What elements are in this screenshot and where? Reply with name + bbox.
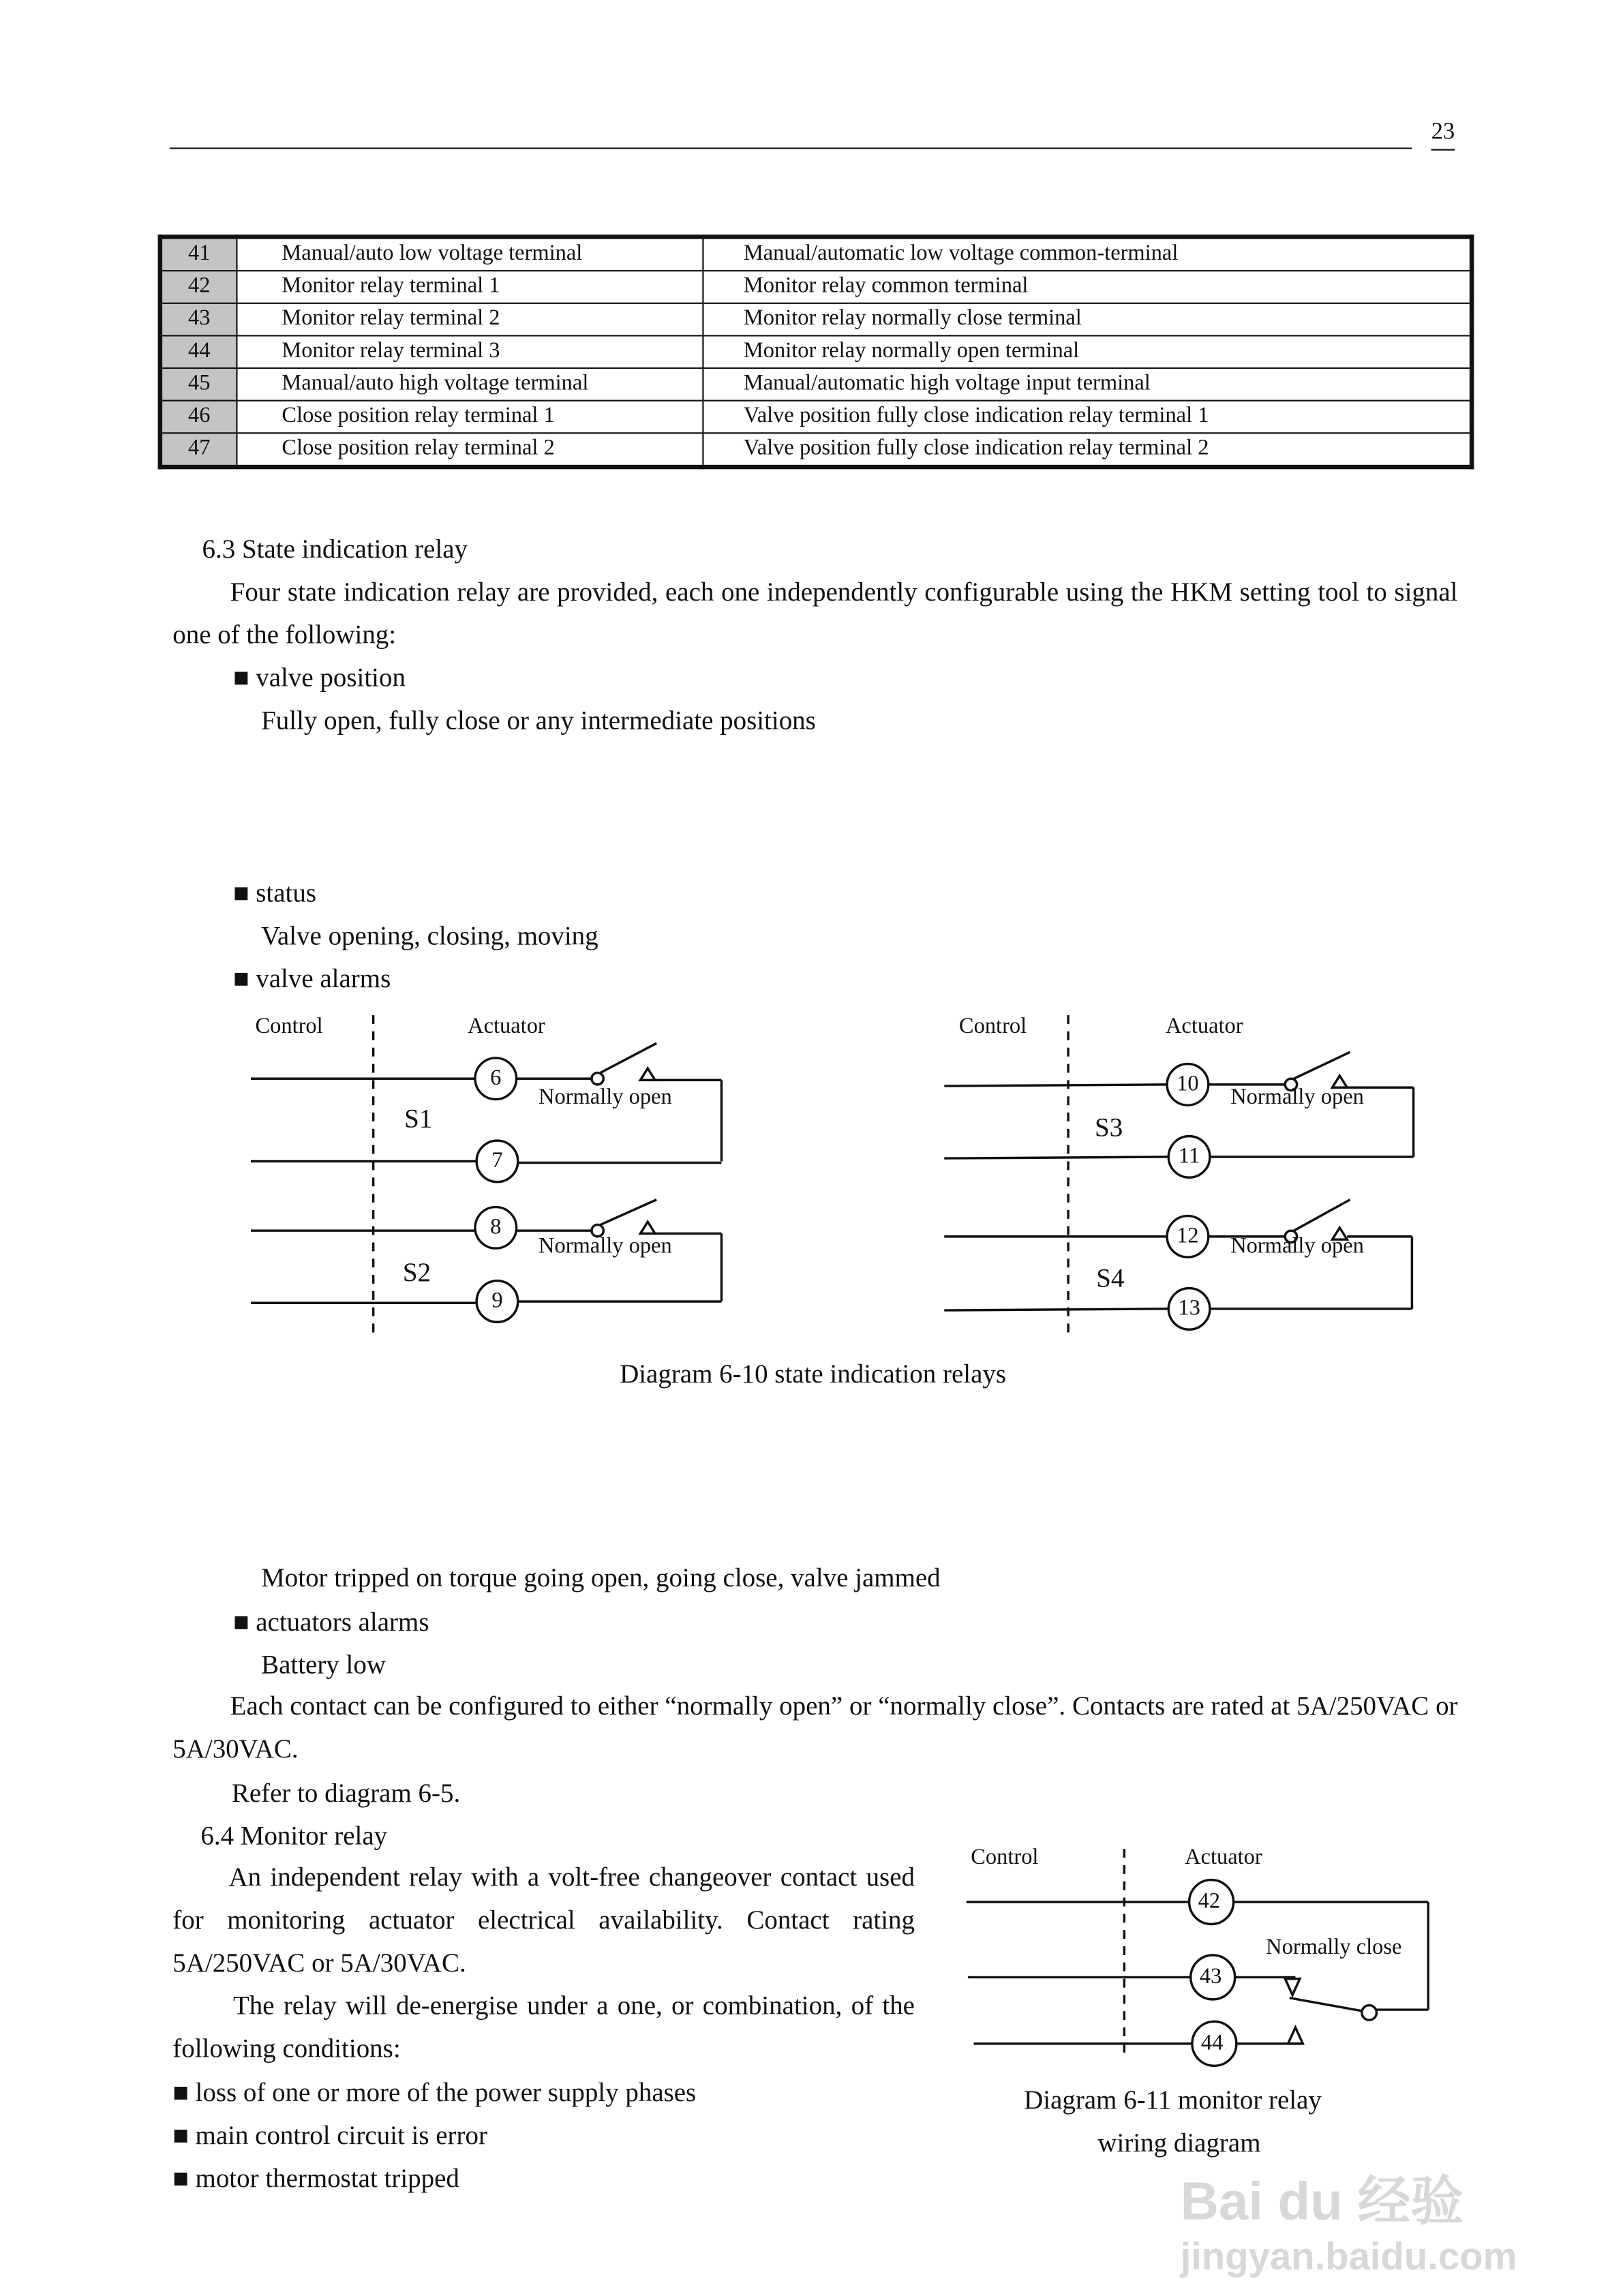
monitor-bullet: ■ motor thermostat tripped — [172, 2163, 459, 2193]
control-label: Control — [971, 1845, 1039, 1870]
terminal-description: Monitor relay normally open terminal — [703, 335, 1472, 368]
bullet-actuators-alarms-text: Battery low — [261, 1649, 386, 1680]
diagram-6-11-caption: Diagram 6-11 monitor relay — [1024, 2085, 1322, 2115]
terminal-8: 8 — [490, 1215, 502, 1240]
monitor-bullet: ■ main control circuit is error — [172, 2120, 487, 2150]
diagram-6-11-caption-line2: wiring diagram — [1097, 2128, 1261, 2158]
group-label-s4: S4 — [1096, 1263, 1125, 1293]
group-label-s1: S1 — [404, 1104, 433, 1134]
control-label-right: Control — [958, 1015, 1027, 1039]
terminal-description: Monitor relay common terminal — [703, 271, 1472, 303]
section-heading-6-3: 6.3 State indication relay — [202, 534, 468, 564]
normally-open-label: Normally open — [539, 1086, 672, 1110]
intro-paragraph: Four state indication relay are provided, each one independently configurable using the HKM setting tool to signal one of the following: — [172, 577, 1458, 650]
normally-open-label: Normally open — [1230, 1235, 1364, 1259]
terminal-number: 41 — [160, 237, 237, 271]
terminal-number: 47 — [160, 433, 237, 467]
monitor-paragraph-1: An independent relay with a volt-free changeover contact used for monitoring actuator electrical availability. Contact rating 5A/250VAC or 5A/30VAC. — [172, 1862, 915, 1978]
section-heading-6-4: 6.4 Monitor relay — [200, 1820, 388, 1851]
baidu-watermark: Bai du 经验 — [1180, 2170, 1464, 2231]
terminal-6: 6 — [490, 1066, 502, 1091]
actuator-label-right: Actuator — [1165, 1015, 1243, 1039]
terminal-number: 42 — [160, 271, 237, 303]
diagram-6-10-right — [944, 1015, 1413, 1335]
terminal-13: 13 — [1178, 1297, 1200, 1321]
terminal-description: Manual/automatic low voltage common-terminal — [703, 237, 1472, 271]
contact-paragraph: Each contact can be configured to either “normally open” or “normally close”. Contacts are rated at 5A/250VAC or 5A/30VAC. — [172, 1691, 1458, 1764]
actuator-label-left: Actuator — [468, 1015, 545, 1039]
bullet-status-text: Valve opening, closing, moving — [261, 920, 598, 950]
page-number: 23 — [1431, 117, 1455, 151]
terminal-description: Manual/automatic high voltage input terminal — [703, 368, 1472, 401]
terminal-description: Valve position fully close indication relay terminal 2 — [703, 433, 1472, 467]
terminal-7: 7 — [491, 1149, 503, 1173]
terminal-name: Close position relay terminal 1 — [237, 401, 703, 434]
actuator-label: Actuator — [1185, 1845, 1262, 1870]
diagram-6-10-caption: Diagram 6-10 state indication relays — [620, 1359, 1007, 1389]
refer-text: Refer to diagram 6-5. — [231, 1778, 461, 1808]
terminal-name: Manual/auto low voltage terminal — [237, 237, 703, 271]
terminal-name: Manual/auto high voltage terminal — [237, 368, 703, 401]
bullet-valve-alarms-text: Motor tripped on torque going open, going close, valve jammed — [261, 1562, 941, 1592]
terminal-number: 44 — [160, 335, 237, 368]
terminal-name: Monitor relay terminal 3 — [237, 335, 703, 368]
monitor-bullet: ■ loss of one or more of the power supply phases — [172, 2077, 697, 2107]
terminal-name: Monitor relay terminal 2 — [237, 303, 703, 336]
terminal-number: 43 — [160, 303, 237, 336]
terminal-12: 12 — [1177, 1224, 1199, 1249]
bullet-status: ■ status — [232, 877, 317, 908]
terminal-10: 10 — [1177, 1072, 1199, 1097]
terminal-description: Monitor relay normally close terminal — [703, 303, 1472, 336]
terminal-9: 9 — [491, 1289, 503, 1314]
terminal-name: Close position relay terminal 2 — [237, 433, 703, 467]
group-label-s3: S3 — [1095, 1113, 1123, 1143]
terminal-description: Valve position fully close indication relay terminal 1 — [703, 401, 1472, 434]
terminal-43: 43 — [1199, 1965, 1222, 1989]
monitor-paragraph-2: The relay will de-energise under a one, or combination, of the following conditions: — [172, 1990, 915, 2063]
terminal-number: 46 — [160, 401, 237, 434]
terminal-number: 45 — [160, 368, 237, 401]
bullet-actuators-alarms: ■ actuators alarms — [232, 1607, 429, 1637]
terminal-name: Monitor relay terminal 1 — [237, 271, 703, 303]
normally-open-label: Normally open — [539, 1235, 672, 1259]
bullet-valve-position: ■ valve position — [232, 662, 406, 693]
terminal-42: 42 — [1198, 1890, 1221, 1914]
group-label-s2: S2 — [402, 1257, 431, 1287]
control-label-left: Control — [255, 1015, 323, 1039]
bullet-valve-alarms: ■ valve alarms — [232, 963, 391, 993]
normally-open-label: Normally open — [1230, 1086, 1364, 1110]
normally-close-label: Normally close — [1266, 1935, 1402, 1960]
terminal-44: 44 — [1200, 2031, 1224, 2056]
baidu-watermark-url: jingyan.baidu.com — [1180, 2234, 1517, 2278]
bullet-valve-position-text: Fully open, fully close or any intermediate positions — [261, 705, 816, 735]
terminal-11: 11 — [1178, 1145, 1200, 1169]
